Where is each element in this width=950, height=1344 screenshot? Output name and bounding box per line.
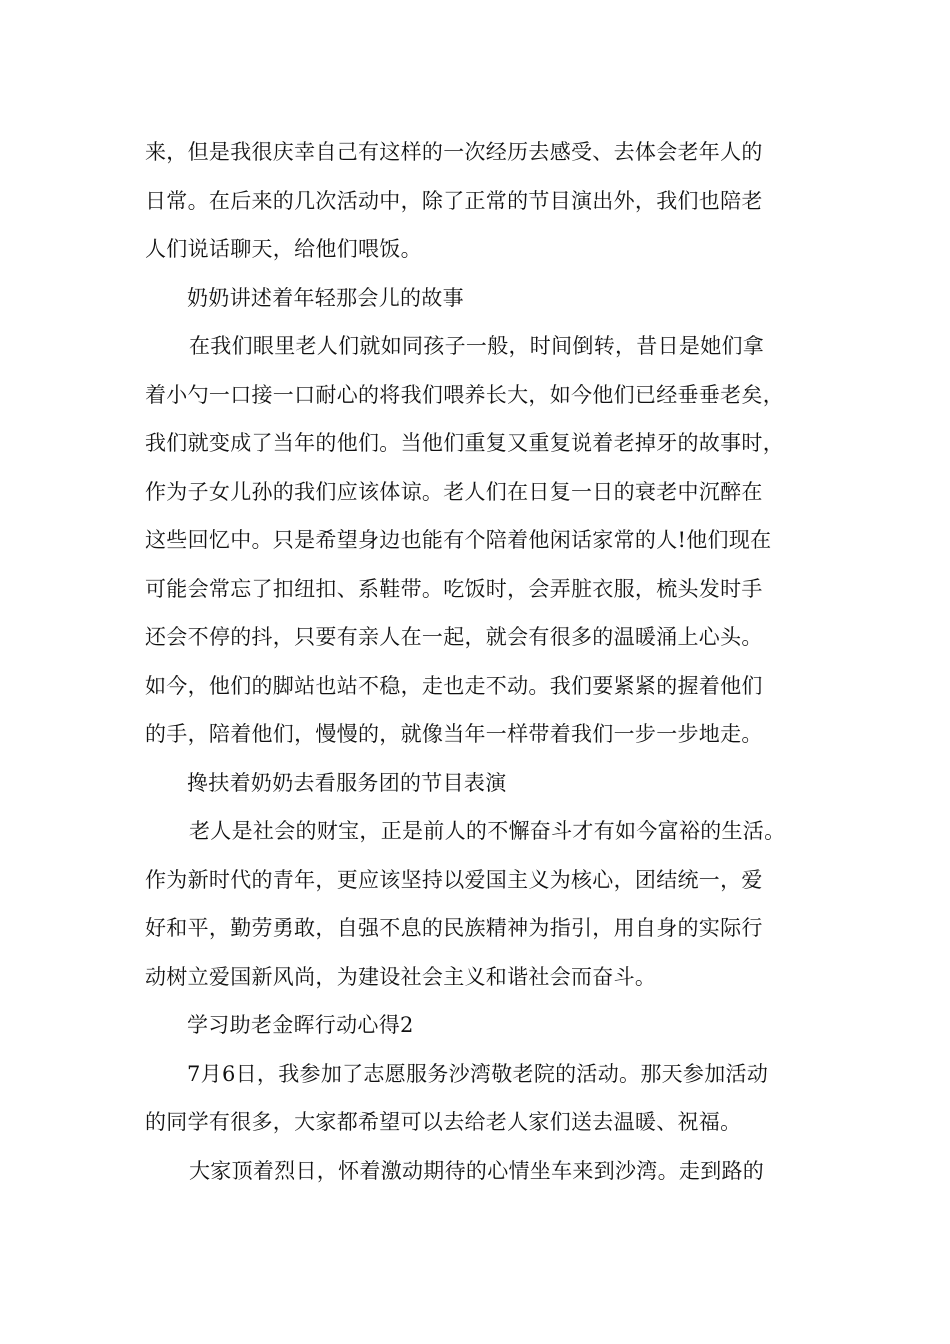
text-line: 这些回忆中。只是希望身边也能有个陪着他闲话家常的人!他们现在 <box>145 528 772 552</box>
text-line: 作为新时代的青年，更应该坚持以爱国主义为核心，团结统一，爱 <box>145 867 763 892</box>
text-line: 我们就变成了当年的他们。当他们重复又重复说着老掉牙的故事时， <box>145 431 784 455</box>
text-line: 来，但是我很庆幸自己有这样的一次经历去感受、去体会老年人的 <box>145 140 763 164</box>
text-line: 如今，他们的脚站也站不稳，走也走不动。我们要紧紧的握着他们 <box>145 673 763 698</box>
text-line: 还会不停的抖，只要有亲人在一起，就会有很多的温暖涌上心头。 <box>145 625 763 649</box>
text-line: 人们说话聊天，给他们喂饭。 <box>145 237 422 261</box>
photo-caption: 奶奶讲述着年轻那会儿的故事 <box>187 285 464 310</box>
document-body <box>145 128 825 1195</box>
text-line: 好和平，勤劳勇敢，自强不息的民族精神为指引，用自身的实际行 <box>145 916 763 940</box>
photo-caption: 搀扶着奶奶去看服务团的节目表演 <box>187 770 507 795</box>
text-line: 动树立爱国新风尚，为建设社会主义和谐社会而奋斗。 <box>145 964 657 989</box>
text-line: 老人是社会的财宝，正是前人的不懈奋斗才有如今富裕的生活。 <box>189 819 786 843</box>
text-line: 在我们眼里老人们就如同孩子一般，时间倒转，昔日是她们拿 <box>189 334 765 358</box>
text-line: 着小勺一口接一口耐心的将我们喂养长大，如今他们已经垂垂老矣， <box>145 382 784 407</box>
text-line: 可能会常忘了扣纽扣、系鞋带。吃饭时，会弄脏衣服，梳头发时手 <box>145 576 763 601</box>
text-line: 7月6日，我参加了志愿服务沙湾敬老院的活动。那天参加活动 <box>187 1061 769 1086</box>
text-line: 作为子女儿孙的我们应该体谅。老人们在日复一日的衰老中沉醉在 <box>145 479 763 504</box>
text-line: 大家顶着烈日，怀着激动期待的心情坐车来到沙湾。走到路的 <box>189 1158 765 1183</box>
text-line: 日常。在后来的几次活动中，除了正常的节目演出外，我们也陪老 <box>145 188 763 213</box>
section-heading: 学习助老金晖行动心得2 <box>187 1013 414 1037</box>
text-line: 的手，陪着他们，慢慢的，就像当年一样带着我们一步一步地走。 <box>145 722 763 746</box>
text-line: 的同学有很多，大家都希望可以去给老人家们送去温暖、祝福。 <box>145 1110 742 1134</box>
